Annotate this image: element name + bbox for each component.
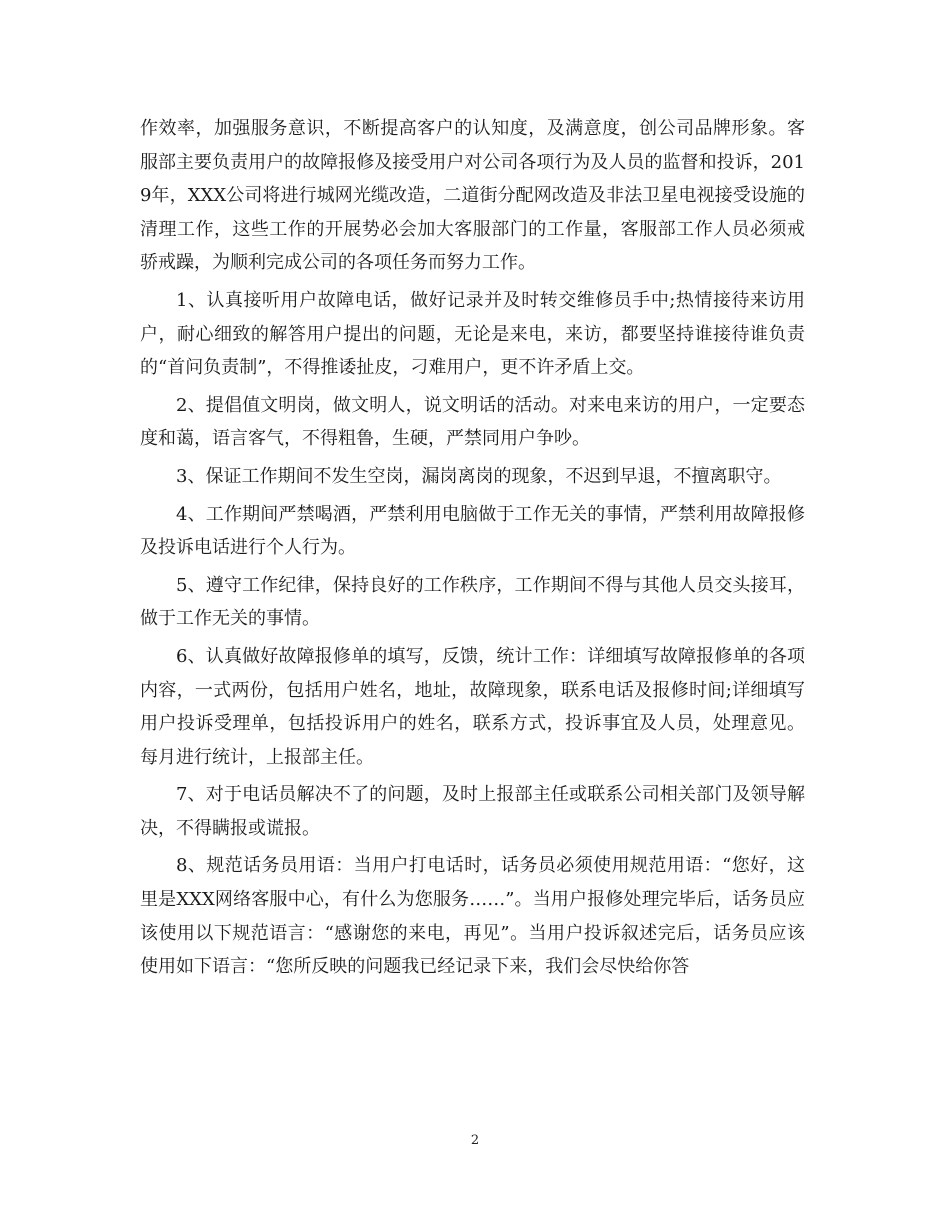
page-number: 2 [470, 1133, 480, 1148]
paragraph-item-7: 7、对于电话员解决不了的问题，及时上报部主任或联系公司相关部门及领导解决，不得瞒报或谎报。 [140, 784, 805, 839]
paragraph-intro: 作效率，加强服务意识，不断提高客户的认知度，及满意度，创公司品牌形象。客服部主要负责用户的故障报修及接受用户对公司各项行为及人员的监督和投诉，2019年，XXX公司将进行城网光缆改造，二道街分配网改造及非法卫星电视接受设施的清理工作，这些工作的开展势必会加大客服部门的工作量，客服部工作人员必须戒骄戒躁，为顺利完成公司的各项任务而努力工作。 [140, 118, 805, 274]
paragraph-item-2: 2、提倡值文明岗，做文明人，说文明话的活动。对来电来访的用户，一定要态度和蔼，语言客气，不得粗鲁，生硬，严禁同用户争吵。 [140, 394, 805, 450]
paragraph-item-3: 3、保证工作期间不发生空岗，漏岗离岗的现象，不迟到早退，不擅离职守。 [176, 465, 782, 487]
paragraph-item-1: 1、认真接听用户故障电话，做好记录并及时转交维修员手中;热情接待来访用户，耐心细致的解答用户提出的问题，无论是来电，来访，都要坚持谁接待谁负责的“首问负责制”，不得推诿扯皮，刁难用户，更不许矛盾上交。 [140, 289, 805, 379]
paragraph-item-4: 4、工作期间严禁喝酒，严禁利用电脑做于工作无关的事情，严禁利用故障报修及投诉电话进行个人行为。 [140, 503, 805, 559]
paragraph-item-6: 6、认真做好故障报修单的填写，反馈，统计工作：详细填写故障报修单的各项内容，一式两份，包括用户姓名，地址，故障现象，联系电话及报修时间;详细填写用户投诉受理单，包括投诉用户的姓名，联系方式，投诉事宜及人员，处理意见。每月进行统计，上报部主任。 [140, 645, 805, 768]
document-body [140, 112, 805, 984]
paragraph-item-5: 5、遵守工作纪律，保持良好的工作秩序，工作期间不得与其他人员交头接耳，做于工作无关的事情。 [140, 574, 805, 630]
paragraph-item-8: 8、规范话务员用语：当用户打电话时，话务员必须使用规范用语：“您好，这里是XXX网络客服中心，有什么为您服务……”。当用户报修处理完毕后，话务员应该使用以下规范语言：“感谢您的来电，再见”。当用户投诉叙述完后，话务员应该使用如下语言：“您所反映的问题我已经记录下来，我们会尽快给你答 [140, 855, 805, 978]
